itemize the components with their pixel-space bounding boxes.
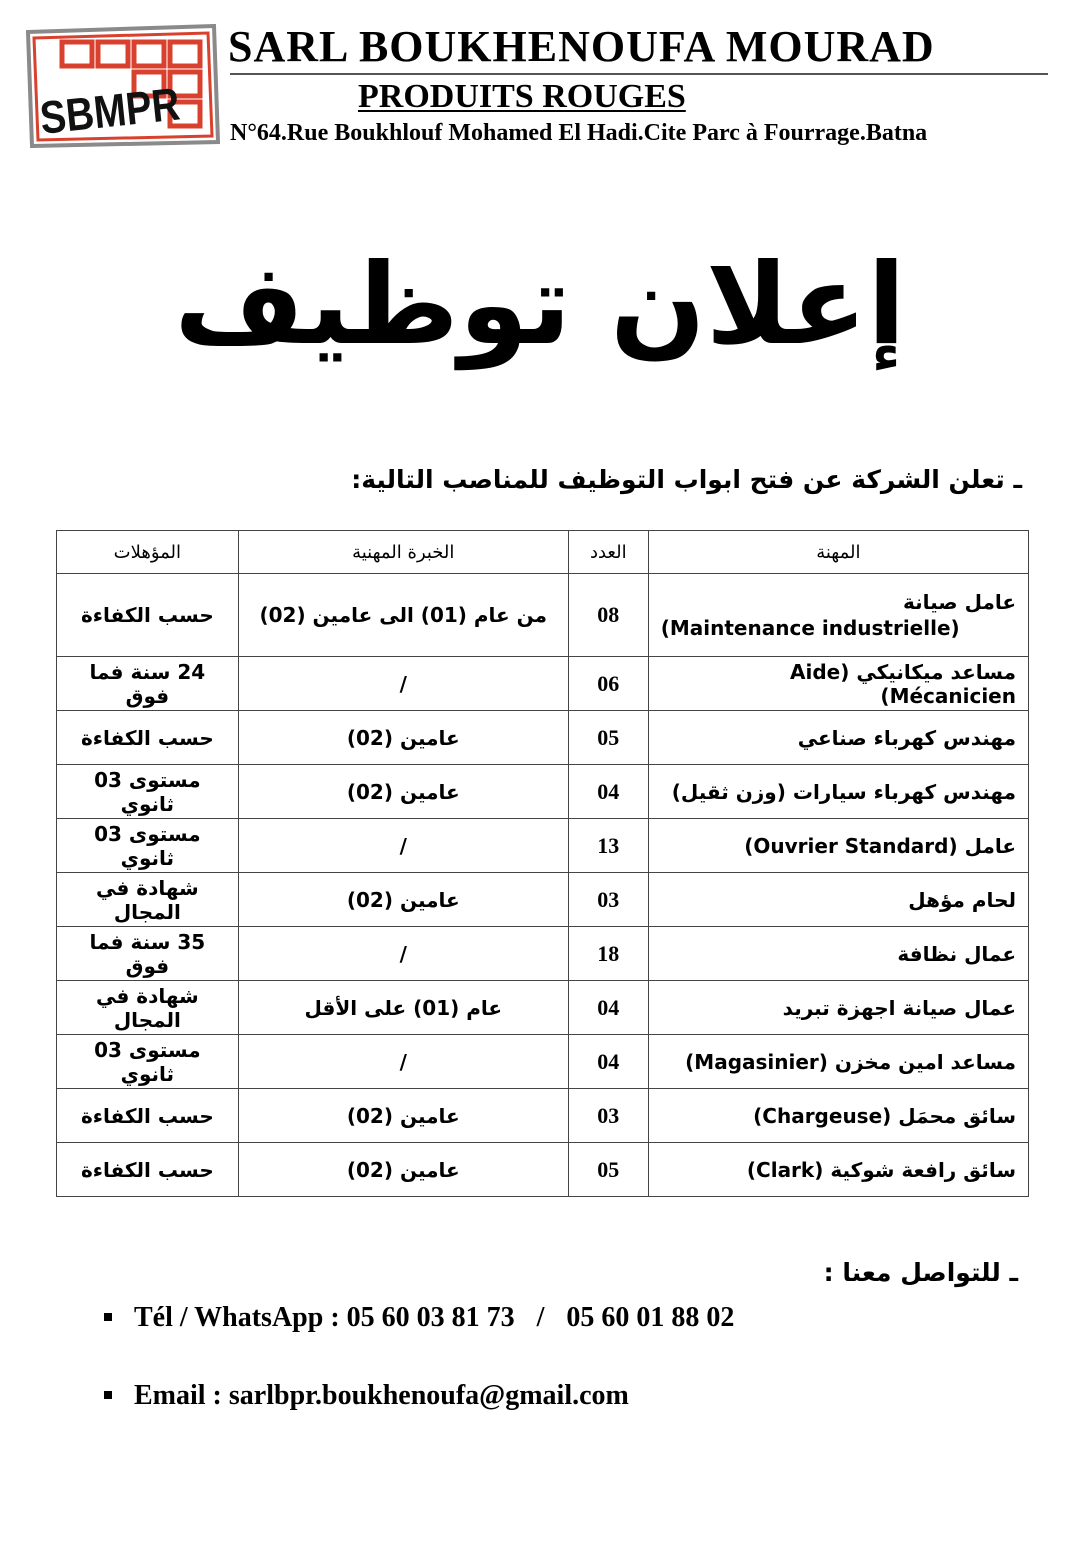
experience-cell: عامين (02) xyxy=(238,711,568,765)
company-subtitle: PRODUITS ROUGES xyxy=(358,78,686,115)
count-cell: 08 xyxy=(568,574,648,657)
job-cell: عامل (Ouvrier Standard) xyxy=(648,819,1028,873)
table-row xyxy=(57,1035,1029,1089)
email-address: sarlbpr.boukhenoufa@gmail.com xyxy=(228,1380,629,1411)
job-cell: سائق رافعة شوكية (Clark) xyxy=(648,1143,1028,1197)
company-name: SARL BOUKHENOUFA MOURAD xyxy=(228,22,935,71)
table-row xyxy=(57,1089,1029,1143)
job-cell: لحام مؤهل xyxy=(648,873,1028,927)
experience-cell: عامين (02) xyxy=(238,1089,568,1143)
bullet-icon xyxy=(104,1313,112,1321)
table-row xyxy=(57,765,1029,819)
qualification-cell: مستوى 03 ثانوي xyxy=(57,1035,239,1089)
qualification-cell: شهادة في المجال xyxy=(57,873,239,927)
experience-cell: عامين (02) xyxy=(238,765,568,819)
table-header-row xyxy=(57,531,1029,574)
experience-cell: / xyxy=(238,819,568,873)
header-experience: الخبرة المهنية xyxy=(238,531,568,574)
qualification-cell: حسب الكفاءة xyxy=(57,574,239,657)
qualification-cell: 35 سنة فما فوق xyxy=(57,927,239,981)
job-cell: عمال صيانة اجهزة تبريد xyxy=(648,981,1028,1035)
table-row xyxy=(57,819,1029,873)
job-cell: مساعد امين مخزن (Magasinier) xyxy=(648,1035,1028,1089)
header-divider xyxy=(230,73,1048,75)
experience-cell: / xyxy=(238,927,568,981)
count-cell: 04 xyxy=(568,981,648,1035)
count-cell: 06 xyxy=(568,657,648,711)
phone-separator: / xyxy=(536,1302,545,1333)
qualification-cell: حسب الكفاءة xyxy=(57,1143,239,1197)
count-cell: 18 xyxy=(568,927,648,981)
table-row xyxy=(57,574,1029,657)
phone-line xyxy=(104,1300,734,1336)
job-title-fr: (Maintenance industrielle) xyxy=(660,616,960,640)
count-cell: 04 xyxy=(568,765,648,819)
count-cell: 03 xyxy=(568,1089,648,1143)
qualification-cell: حسب الكفاءة xyxy=(57,711,239,765)
experience-cell: / xyxy=(238,657,568,711)
bullet-icon xyxy=(104,1391,112,1399)
header-count: العدد xyxy=(568,531,648,574)
letterhead xyxy=(18,20,1063,150)
count-cell: 05 xyxy=(568,1143,648,1197)
jobs-table xyxy=(56,530,1029,1197)
company-logo xyxy=(18,24,220,148)
job-cell: سائق محمَل (Chargeuse) xyxy=(648,1089,1028,1143)
logo-text: SBMPR xyxy=(37,74,209,144)
email-label: Email : xyxy=(134,1380,222,1411)
intro-text: ـ تعلن الشركة عن فتح ابواب التوظيف للمناصب التالية: xyxy=(351,465,1022,494)
job-cell xyxy=(648,574,1028,657)
experience-cell: / xyxy=(238,1035,568,1089)
qualification-cell: شهادة في المجال xyxy=(57,981,239,1035)
phone-number-2: 05 60 01 88 02 xyxy=(566,1302,735,1333)
table-row xyxy=(57,711,1029,765)
table-row xyxy=(57,1143,1029,1197)
qualification-cell: 24 سنة فما فوق xyxy=(57,657,239,711)
qualification-cell: حسب الكفاءة xyxy=(57,1089,239,1143)
phone-number-1: 05 60 03 81 73 xyxy=(346,1302,515,1333)
email-line xyxy=(104,1378,629,1414)
table-row xyxy=(57,981,1029,1035)
job-cell: مساعد ميكانيكي (Aide Mécanicien) xyxy=(648,657,1028,711)
header-qualification: المؤهلات xyxy=(57,531,239,574)
job-title: عامل صيانة xyxy=(902,590,1016,614)
count-cell: 13 xyxy=(568,819,648,873)
contact-heading: ـ للتواصل معنا : xyxy=(823,1258,1018,1287)
table-row xyxy=(57,927,1029,981)
table-row xyxy=(57,873,1029,927)
company-address: N°64.Rue Boukhlouf Mohamed El Hadi.Cite Parc à Fourrage.Batna xyxy=(230,120,928,146)
page-title: إعلان توظيف xyxy=(174,240,906,370)
qualification-cell: مستوى 03 ثانوي xyxy=(57,765,239,819)
phone-label: Tél / WhatsApp : xyxy=(134,1302,340,1333)
count-cell: 03 xyxy=(568,873,648,927)
qualification-cell: مستوى 03 ثانوي xyxy=(57,819,239,873)
experience-cell: عامين (02) xyxy=(238,873,568,927)
job-cell: مهندس كهرباء سيارات (وزن ثقيل) xyxy=(648,765,1028,819)
experience-cell: من عام (01) الى عامين (02) xyxy=(238,574,568,657)
header-job: المهنة xyxy=(648,531,1028,574)
count-cell: 05 xyxy=(568,711,648,765)
count-cell: 04 xyxy=(568,1035,648,1089)
job-cell: عمال نظافة xyxy=(648,927,1028,981)
experience-cell: عامين (02) xyxy=(238,1143,568,1197)
experience-cell: عام (01) على الأقل xyxy=(238,981,568,1035)
table-row xyxy=(57,657,1029,711)
job-cell: مهندس كهرباء صناعي xyxy=(648,711,1028,765)
